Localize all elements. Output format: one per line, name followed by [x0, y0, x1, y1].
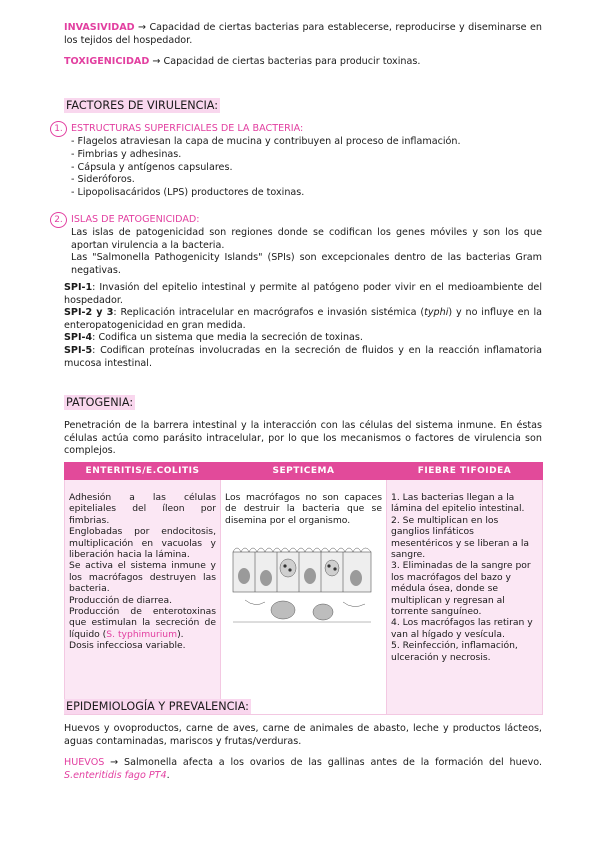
cell-line: Adhesión a las células epiteliales del íleon por fimbrias. [69, 492, 216, 526]
cell-line: Producción de diarrea. [69, 594, 173, 606]
list-item: - Cápsula y antígenos capsulares. [71, 162, 461, 175]
cell-line: Se activa el sistema inmune y los macrófagos destruyen las bacteria. [69, 560, 216, 595]
islas-intro: Las islas de patogenicidad son regiones donde se codifican los genes móviles y son los que aportan virulencia a la bacteria. [71, 227, 542, 251]
epidemiologia-text: Huevos y ovoproductos, carne de aves, carne de animales de abasto, leche y productos lácteos, aguas contaminadas, mariscos y frutas/verduras. [64, 723, 542, 747]
arrow-icon: → [110, 757, 119, 768]
cell-line: Los macrófagos no son capaces de destruir la bacteria que se disemina por el organismo. [225, 492, 382, 526]
heading-factores: FACTORES DE VIRULENCIA: [66, 99, 218, 112]
definition-invasividad [64, 22, 542, 47]
cell-line: Dosis infecciosa variable. [69, 640, 186, 652]
definition-toxigenicidad [64, 56, 542, 69]
spi-4 [64, 332, 542, 345]
arrow-icon: → [152, 56, 161, 67]
species-name: S. typhimurium [106, 628, 178, 640]
table-cell-fiebre [387, 480, 543, 715]
huevos-end: . [166, 769, 170, 781]
spi-label: SPI-5 [64, 344, 93, 356]
spi-text: : Codifican proteínas involucradas en la secreción de fluidos y en la reacción inflamatoria mucosa intestinal. [64, 344, 542, 369]
table-header: SEPTICEMA [221, 463, 387, 480]
cell-text: Producción de enterotoxinas que estimulan la secreción de líquido ( [69, 606, 216, 640]
definition-text: Capacidad de ciertas bacterias para producir toxinas. [163, 56, 421, 67]
list-item: - Sideróforos. [71, 174, 461, 187]
list-item: - Fimbrias y adhesinas. [71, 149, 461, 162]
cell-line: 1. Las bacterias llegan a la lámina del epitelio intestinal. [391, 492, 525, 515]
spi-1 [64, 282, 542, 307]
patogenia-text: Penetración de la barrera intestinal y la interacción con las células del sistema inmune. En éstas células actúa como parásito intracelular, por lo que los mecanismos o factores de virulencia son complejos. [64, 420, 542, 457]
table-cell-septicema [221, 480, 387, 715]
intestinal-epithelium-illustration [225, 538, 377, 634]
spi-text: : Codifica un sistema que media la secreción de toxinas. [92, 332, 363, 344]
heading-patogenia: PATOGENIA: [66, 396, 134, 409]
huevos-label: HUEVOS [64, 757, 105, 768]
spi-text: : Replicación intracelular en macrógrafos e invasión sistémica ( [113, 307, 425, 319]
cell-line: Englobadas por endocitosis, multiplicación en vacuolas y liberación hacia la lámina. [69, 526, 216, 561]
arrow-icon: → [138, 22, 147, 33]
spi-label: SPI-1 [64, 282, 93, 293]
definition-text: Capacidad de ciertas bacterias para establecerse, reproducirse y diseminarse en los tejidos del hospedador. [64, 22, 542, 46]
term-toxigenicidad: TOXIGENICIDAD [64, 56, 150, 67]
table-cell-enteritis [65, 480, 221, 715]
spi-label: SPI-4 [64, 332, 93, 344]
list-item: - Lipopolisacáridos (LPS) productores de toxinas. [71, 187, 461, 200]
number-circle-1: 1. [50, 121, 67, 137]
huevos-text: Salmonella afecta a los ovarios de las gallinas antes de la formación del huevo. [124, 757, 542, 768]
islas-intro2: Las "Salmonella Pathogenicity Islands" (SPIs) son excepcionales dentro de las bacterias Gram negativas. [71, 252, 542, 276]
number-circle-2: 2. [50, 212, 67, 228]
table-header: FIEBRE TIFOIDEA [387, 463, 543, 480]
species-name: S.enteritidis fago PT4 [64, 769, 167, 781]
cell-line [69, 606, 216, 640]
huevos-paragraph [64, 757, 542, 782]
list-estructuras [71, 136, 461, 200]
subheading-estructuras: ESTRUCTURAS SUPERFICIALES DE LA BACTERIA: [71, 123, 304, 134]
list-item: - Flagelos atraviesan la capa de mucina y contribuyen al proceso de inflamación. [71, 136, 461, 149]
cell-text: ). [177, 628, 184, 640]
heading-epidemiologia: EPIDEMIOLOGÍA Y PREVALENCIA: [66, 700, 249, 713]
table-header: ENTERITIS/E.COLITIS [65, 463, 221, 480]
spi-italic: typhi [424, 307, 449, 319]
term-invasividad: INVASIVIDAD [64, 22, 135, 33]
cell-line: 2. Se multiplican en los ganglios linfáticos mesentéricos y se liberan a la sangre. [391, 514, 530, 561]
spi-label: SPI-2 y 3 [64, 307, 114, 319]
cell-line: 4. Los macrófagos las retiran y van al hígado y vesícula. [391, 617, 533, 640]
spi-2-3 [64, 307, 542, 332]
spi-text: : Invasión del epitelio intestinal y permite al patógeno poder vivir en el medioambiente del hospedador. [64, 282, 542, 306]
spi-text: ) y no influye en la enteropatogenicidad en gran medida. [64, 307, 542, 331]
spi-block [64, 282, 542, 370]
cell-line: 3. Eliminadas de la sangre por los macrófagos del bazo y médula ósea, donde se multiplican y regresan al torrente sanguíneo. [391, 560, 531, 618]
spi-5 [64, 345, 542, 370]
patogenia-table [64, 462, 543, 715]
subheading-islas: ISLAS DE PATOGENICIDAD: [71, 214, 200, 225]
islas-block [71, 227, 542, 277]
cell-line: 5. Reinfección, inflamación, ulceración y necrosis. [391, 640, 518, 663]
